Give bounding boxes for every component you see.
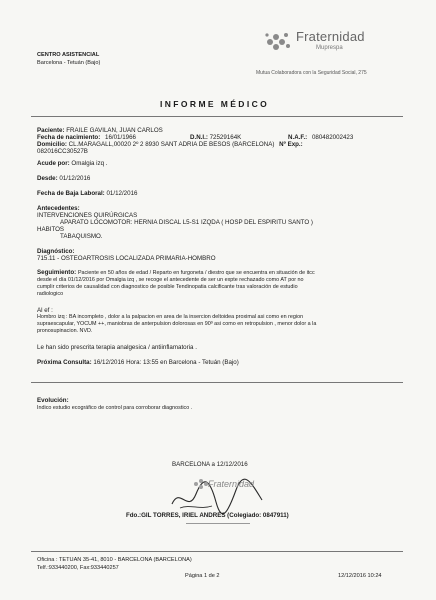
seguimiento-line: desde el día 01/12/2016 por Omalgia izq , se recoge el antecedente de ser un expte rechazado como AT por no xyxy=(37,277,304,283)
antecedentes-line: HABITOS xyxy=(37,226,65,233)
place-date: BARCELONA a 12/12/2016 xyxy=(172,461,248,468)
antecedentes-line: APARATO LOCOMOTOR: HERNIA DISCAL L5-S1 IZQDA ( HOSP DEL ESPIRITU SANTO ) xyxy=(60,219,313,226)
desde-value: 01/12/2016 xyxy=(59,175,91,182)
antecedentes-line: INTERVENCIONES QUIRÚRGICAS xyxy=(37,212,138,219)
antecedentes-line: TABAQUISMO. xyxy=(60,233,103,240)
logo-name: Fraternidad xyxy=(296,29,365,44)
baja-row xyxy=(37,190,137,198)
acude-row xyxy=(37,160,108,168)
evolucion-value: Indico estudio ecográfico de control para corroborar diagnostico . xyxy=(37,405,193,411)
birth-value: 16/01/1966 xyxy=(105,134,136,141)
baja-value: 01/12/2016 xyxy=(106,190,138,197)
proxima-label: Próxima Consulta: xyxy=(37,359,92,366)
dni-label: D.N.I.: xyxy=(190,134,208,141)
center-label: CENTRO ASISTENCIAL xyxy=(37,52,100,58)
section-divider xyxy=(31,382,403,383)
acude-label: Acude por: xyxy=(37,160,70,167)
tratamiento-text: Le han sido prescrita terapia analgesica / antiinflamatoria . xyxy=(37,344,197,351)
footer-divider xyxy=(31,551,403,552)
desde-label: Desde: xyxy=(37,175,58,182)
document-title: INFORME MÉDICO xyxy=(160,99,270,109)
mutua-line: Mutua Colaboradora con la Seguridad Social, 275 xyxy=(256,70,367,76)
signed-by: Fdo.:GIL TORRES, IRIEL ANDRES (Colegiado: 0847911) xyxy=(126,512,289,519)
desde-row xyxy=(37,175,90,183)
center-location: Barcelona - Tetuán (Bajo) xyxy=(37,60,101,66)
diagnostico-value: 715.11 - OSTEOARTROSIS LOCALIZADA PRIMARIA-HOMBRO xyxy=(37,255,216,262)
title-divider xyxy=(31,116,403,117)
exploracion-line: Hombro izq : BA incompleto , dolor a la palpacion en area de la insercion deltoidea proximal asi como en region xyxy=(37,314,304,320)
naf-value: 080482002423 xyxy=(311,134,354,141)
baja-label: Fecha de Baja Laboral: xyxy=(37,190,105,197)
signature-underline xyxy=(186,523,250,524)
exploracion-line: supraescapular, YOCUM ++, maniobras de anterpulsion dolorosas en 90º asi como en retropulsion , menor dolor a la xyxy=(37,321,317,327)
seguimiento-line: cumplir criterios de causalidad con diagnostico de posible Tendinopatia calcificante tras valoración de estudio xyxy=(37,284,298,290)
logo-sub: Muprespa xyxy=(316,45,343,51)
footer-address: Oficina : TETUAN 35-41, 8010 - BARCELONA (BARCELONA) xyxy=(37,557,192,563)
proxima-value: 16/12/2016 Hora: 13:55 en Barcelona - Tetuán (Bajo) xyxy=(93,359,239,366)
evolucion-label: Evolución: xyxy=(37,397,69,404)
birth-label: Fecha de nacimiento: xyxy=(37,134,101,141)
acude-value: Omalgia izq . xyxy=(71,160,108,167)
address-label: Domicilio: xyxy=(37,141,67,148)
seguimiento-line: radiologico xyxy=(37,291,64,297)
exp-label: Nº Exp.: xyxy=(279,141,303,148)
address-value: CL.MARAGALL,00020 2º 2 8930 SANT ADRIA DE BESOS (BARCELONA) xyxy=(68,141,275,148)
patient-name: FRAILE GAVILAN, JUAN CARLOS xyxy=(66,127,163,134)
exploracion-line: Al ef : xyxy=(37,307,53,314)
exp-value: 082016CC30527B xyxy=(37,148,88,155)
footer-timestamp: 12/12/2016 10:24 xyxy=(338,573,382,579)
dni-value: 72529164K xyxy=(209,134,242,141)
footer-phone: Telf.:933440200, Fax:933440257 xyxy=(37,565,119,571)
seguimiento-label: Seguimiento: xyxy=(37,269,77,276)
seguimiento-text: Paciente en 50 años de edad / Reparto en furgoneta / diestro que se encuentra en situación de itcc xyxy=(77,270,315,276)
exploracion-line: pronosupinacion. NVD. xyxy=(37,328,93,334)
proxima-row xyxy=(37,359,239,367)
antecedentes-label: Antecedentes: xyxy=(37,205,80,212)
stamp-text: Fraternidad xyxy=(208,479,255,489)
fraternidad-logo-icon xyxy=(264,30,292,52)
patient-name-label: Paciente: xyxy=(37,127,65,134)
footer-page: Página 1 de 2 xyxy=(185,573,220,579)
diagnostico-label: Diagnóstico: xyxy=(37,248,75,255)
naf-label: N.A.F.: xyxy=(288,134,308,141)
